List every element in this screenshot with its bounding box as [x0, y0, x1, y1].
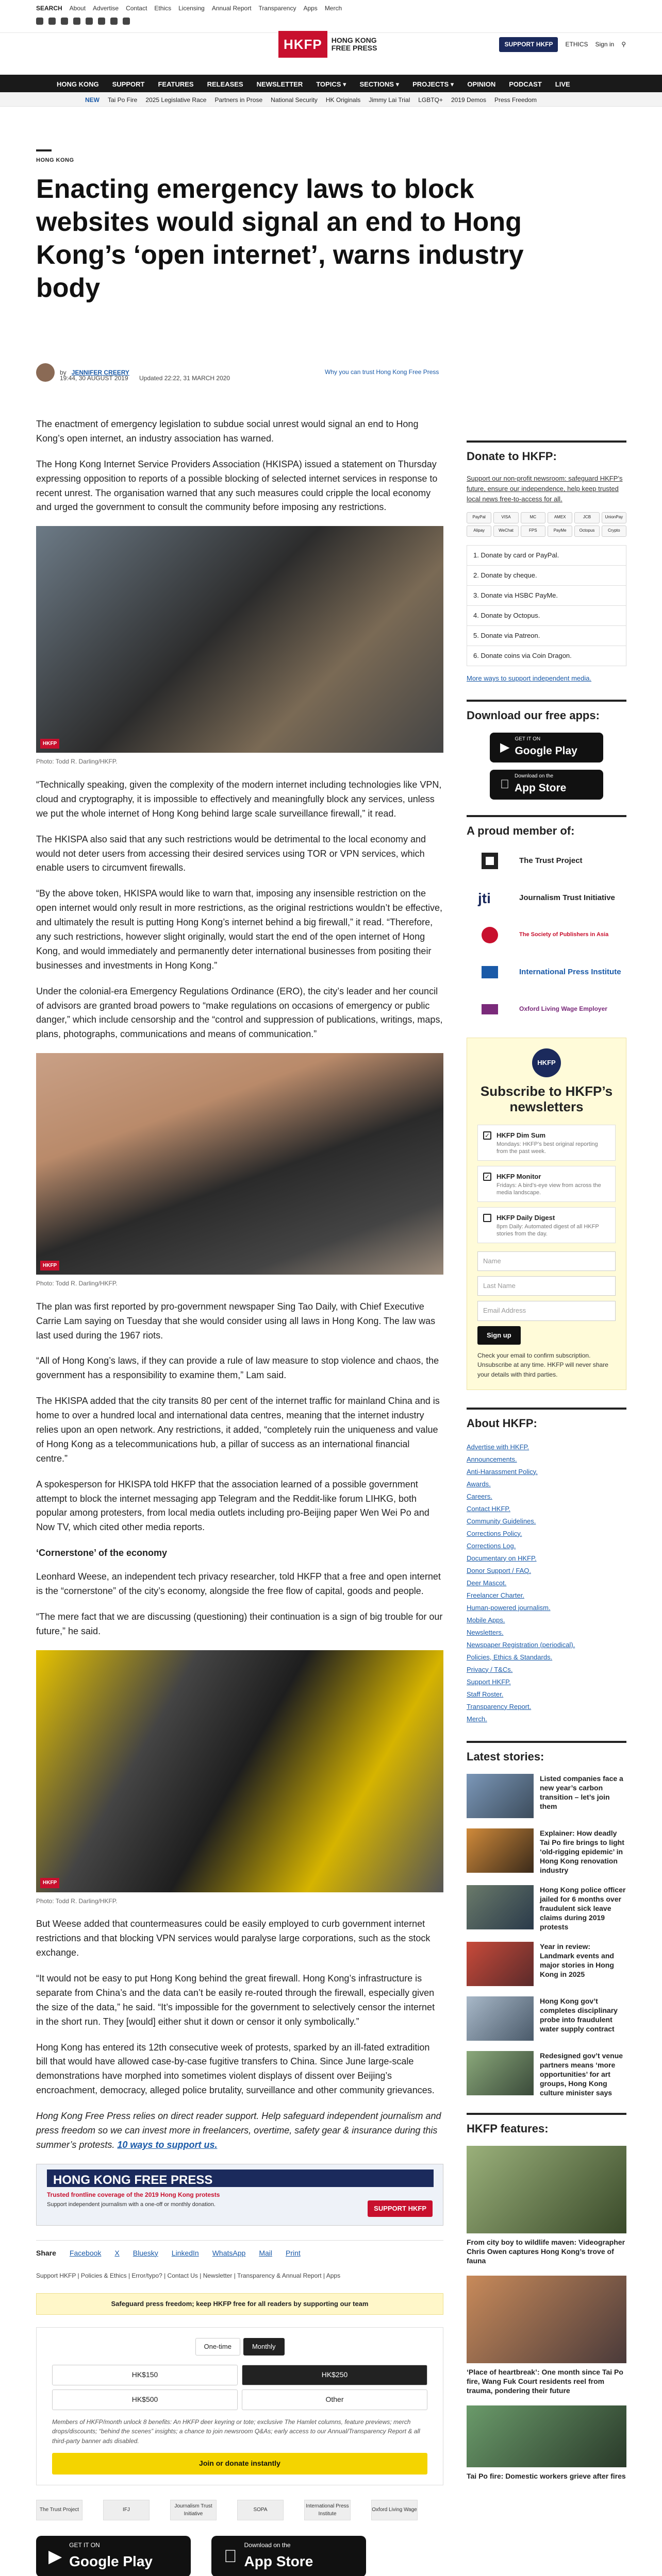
about-item[interactable]: Donor Support / FAQ.	[467, 1566, 532, 1574]
paragraph: “The mere fact that we are discussing (questioning) their continuation is a sign of big trouble for our future,” he said.	[36, 1611, 443, 1636]
about-item[interactable]: Mobile Apps.	[467, 1616, 505, 1624]
sign-up-button[interactable]: Sign up	[477, 1326, 521, 1345]
play-icon: ▶	[48, 2546, 62, 2566]
latest-story[interactable]: Hong Kong police officer jailed for 6 months over fraudulent sick leave claims during 2019 protests	[467, 1885, 626, 1931]
top-link-advertise[interactable]: Advertise	[93, 5, 119, 12]
app-store-row	[36, 2536, 443, 2576]
unionpay-card: UnionPay	[602, 512, 626, 523]
article-body	[36, 417, 443, 2576]
about-item[interactable]: Documentary on HKFP.	[467, 1554, 537, 1562]
nav-live[interactable]: LIVE	[555, 80, 570, 88]
rss-icon[interactable]	[98, 18, 105, 25]
about-item[interactable]: Human-powered journalism.	[467, 1603, 551, 1612]
share-print[interactable]: Print	[285, 2248, 301, 2257]
fps-card: FPS	[521, 526, 545, 537]
apps-heading: Download our free apps:	[467, 700, 626, 724]
facebook-icon[interactable]	[36, 18, 43, 25]
nav-projects[interactable]: PROJECTS ▾	[412, 80, 454, 88]
nav-opinion[interactable]: OPINION	[467, 80, 496, 88]
newsletter-option-dim-sum[interactable]: ✓ HKFP Dim Sum Mondays: HKFP’s best original reporting from the past week.	[477, 1125, 616, 1161]
member-sopa[interactable]: The Society of Publishers in Asia	[467, 922, 626, 948]
updated-date: Updated 22:22, 31 MARCH 2020	[139, 375, 230, 382]
paragraph: Hong Kong has entered its 12th consecutive week of protests, sparked by an ill-fated extradition bill that would have allowed case-by-case fugitive transfers to China. Since June large-scale demonstrations have morphed into sometimes violent displays of dissent over Beijing’s encroachment, democracy, alleged police brutality, surveillance and other community grievances.	[36, 2042, 435, 2096]
top-bar	[0, 0, 662, 33]
jti-logo[interactable]: Journalism Trust Initiative	[170, 2500, 217, 2520]
share-facebook[interactable]: Facebook	[69, 2248, 102, 2257]
photo-caption: Photo: Todd R. Darling/HKFP.	[36, 1897, 118, 1905]
logo-text: HONG KONG FREE PRESS	[331, 36, 377, 53]
share-linkedin[interactable]: LinkedIn	[171, 2248, 199, 2257]
photo-hkfp-tag: HKFP	[40, 1261, 59, 1271]
checkbox-checked[interactable]: ✓	[483, 1173, 491, 1181]
photo-caption: Photo: Todd R. Darling/HKFP.	[36, 1280, 118, 1287]
subnav-item[interactable]: 2019 Demos	[451, 96, 486, 104]
donate-method-card[interactable]: 1. Donate by card or PayPal.	[467, 545, 626, 565]
paragraph: “By the above token, HKISPA would like to warn that, imposing any insensible restriction on the open internet would only result in more restrictions, as the original restrictions wouldn’t be effective, and ultimately the result is putting Hong Kong’s internet behind a big firewall,” it read. “Therefore, any such restrictions, however slight originally, would start the end of the open internet of Hong Kong, and would immediately and permanently deter international businesses from positing their businesses and investments in Hong Kong.”	[36, 888, 443, 971]
site-logo[interactable]	[278, 31, 377, 58]
sidebar-google-play-button[interactable]: ▶ GET IT ON Google Play	[490, 733, 603, 762]
sopa-icon	[467, 922, 513, 948]
donate-text[interactable]: Support our non-profit newsroom: safeguard HKFP’s future, ensure our independence, help keep trusted local news free-to-access for all.	[467, 474, 623, 503]
about-item[interactable]: Merch.	[467, 1715, 487, 1723]
newsletter-option-monitor[interactable]: ✓ HKFP Monitor Fridays: A bird’s-eye view from across the media landscape.	[477, 1166, 616, 1202]
nav-podcast[interactable]: PODCAST	[509, 80, 542, 88]
subnav-item[interactable]: Jimmy Lai Trial	[369, 96, 410, 104]
nav-features[interactable]: FEATURES	[158, 80, 194, 88]
donate-strip[interactable]: Safeguard press freedom; keep HKFP free for all readers by supporting our team	[36, 2293, 443, 2315]
sidebar	[467, 440, 626, 2491]
section-rule	[36, 149, 52, 151]
trust-link[interactable]: Why you can trust Hong Kong Free Press	[325, 368, 439, 376]
author-avatar	[36, 363, 55, 382]
latest-stories	[467, 1741, 626, 2481]
story-thumbnail	[467, 1885, 534, 1929]
donate-method-coin[interactable]: 6. Donate coins via Coin Dragon.	[467, 646, 626, 666]
jti-icon	[467, 885, 513, 911]
sub-nav	[0, 92, 662, 107]
donate-methods	[467, 545, 626, 667]
subheading: ‘Cornerstone’ of the economy	[36, 1548, 168, 1558]
story-thumbnail	[467, 1996, 534, 2041]
about-item[interactable]: Advertise with HKFP.	[467, 1443, 529, 1451]
top-link-merch[interactable]: Merch	[324, 5, 342, 12]
photo-hkfp-tag: HKFP	[40, 739, 59, 749]
social-icons	[36, 18, 130, 25]
section-tag[interactable]: HONG KONG	[36, 157, 74, 163]
amount-250[interactable]: HK$250	[242, 2365, 427, 2385]
top-link-ethics[interactable]: Ethics	[154, 5, 172, 12]
payme-card: PayMe	[548, 526, 572, 537]
subnav-item[interactable]: HK Originals	[325, 96, 361, 104]
feature-image	[467, 2405, 626, 2467]
latest-story[interactable]: Explainer: How deadly Tai Po fire brings to light ‘old-rigging epidemic’ in Hong Kong renovation industry	[467, 1828, 626, 1875]
donate-method-payme[interactable]: 3. Donate via HSBC PayMe.	[467, 585, 626, 605]
protest-photo	[36, 526, 443, 753]
tab-monthly[interactable]: Monthly	[243, 2338, 285, 2355]
amex-card: AMEX	[548, 512, 572, 523]
about-item[interactable]: Anti-Harassment Policy.	[467, 1467, 538, 1476]
email-input[interactable]: Email Address	[477, 1301, 616, 1320]
paypal-card: PayPal	[467, 512, 491, 523]
top-links	[36, 4, 342, 13]
paragraph: The Hong Kong Internet Service Providers Association (HKISPA) issued a statement on Thursday expressing opposition to reports of a possible blocking of selected internet services in response to recent unrest. The organisation warned that any such measures could cripple the local economy and urged the government to consult the community before imposing any restrictions.	[36, 459, 438, 513]
amount-500[interactable]: HK$500	[52, 2389, 238, 2410]
first-name-input[interactable]: Name	[477, 1251, 616, 1271]
share-mail[interactable]: Mail	[259, 2248, 272, 2257]
newsletter-title: Subscribe to HKFP’s newsletters	[480, 1083, 613, 1114]
about-list	[467, 1441, 626, 1725]
partner-logos	[36, 2500, 443, 2520]
apple-icon	[224, 2543, 237, 2570]
share-bar	[36, 2240, 443, 2259]
top-link-transparency[interactable]: Transparency	[258, 5, 296, 12]
publish-date: 19:44, 30 AUGUST 2019	[60, 375, 128, 382]
sopa-logo[interactable]: SOPA	[237, 2500, 284, 2520]
paragraph: “It would not be easy to put Hong Kong behind the great firewall. Hong Kong’s infrastructure is separate from China’s and the data can’t be easily re-routed through the firewall, especially given the size of the data,” he said. “It’s impossible for the government to selectively censor the internet in the short run. They [would] either shut it down or censor it only symbolically.”	[36, 1973, 435, 2027]
author-link[interactable]: JENNIFER CREERY	[71, 368, 129, 376]
about-item[interactable]: Announcements.	[467, 1455, 517, 1463]
mastercard-card: MC	[521, 512, 545, 523]
story-thumbnail	[467, 1774, 534, 1818]
svg-text:jti: jti	[478, 890, 491, 906]
bluesky-icon[interactable]	[123, 18, 130, 25]
ifj-logo[interactable]: IFJ	[103, 2500, 150, 2520]
support-banner[interactable]	[36, 2164, 443, 2226]
top-link-licensing[interactable]: Licensing	[178, 5, 205, 12]
sign-in-link[interactable]: Sign in	[595, 41, 615, 48]
feature-image	[467, 2276, 626, 2363]
story-thumbnail	[467, 1828, 534, 1873]
about-item[interactable]: Community Guidelines.	[467, 1517, 536, 1525]
article-footer-links[interactable]: Support HKFP | Policies & Ethics | Error/typo? | Contact Us | Newsletter | Transparency & Annual Report | Apps	[36, 2272, 341, 2280]
features-heading: HKFP features:	[467, 2113, 626, 2138]
subnav-item[interactable]: Press Freedom	[494, 96, 537, 104]
mastodon-icon[interactable]	[110, 18, 118, 25]
nav-hong-kong[interactable]: HONG KONG	[57, 80, 99, 88]
latest-story[interactable]: Redesigned gov’t venue partners means ‘more opportunities’ for art groups, Hong Kong culture minister says	[467, 2051, 626, 2097]
about-item[interactable]: Newspaper Registration (periodical).	[467, 1640, 575, 1649]
about-item[interactable]: Corrections Log.	[467, 1541, 516, 1550]
feature-story[interactable]: From city boy to wildlife maven: Videographer Chris Owen captures Hong Kong’s trove of fauna	[467, 2146, 626, 2265]
apple-icon	[500, 775, 509, 794]
logo-box: HKFP	[278, 31, 327, 58]
play-icon: ▶	[500, 740, 510, 754]
paragraph: “Technically speaking, given the complexity of the modern internet including technologies like VPN, cloud and cryptography, it is impossible to effectively and meaningfully block any services, unless we put the whole internet of Hong Kong behind large scale surveillance firewall,” it read.	[36, 779, 442, 819]
subnav-item[interactable]: Partners in Prose	[214, 96, 263, 104]
about-item[interactable]: Newsletters.	[467, 1628, 504, 1636]
search-link[interactable]: SEARCH	[36, 5, 62, 12]
ethics-link[interactable]: ETHICS	[565, 41, 588, 48]
paragraph: The enactment of emergency legislation to subdue social unrest would signal an end to Hong Kong’s open internet, an industry association has warned.	[36, 419, 419, 444]
article-headline: Enacting emergency laws to block websites would signal an end to Hong Kong’s ‘open internet’, warns industry body	[36, 174, 524, 303]
amount-150[interactable]: HK$150	[52, 2365, 238, 2385]
donate-method-cheque[interactable]: 2. Donate by cheque.	[467, 565, 626, 585]
paragraph: But Weese added that countermeasures could be easily employed to curb government internet restrictions and that blocking VPN services would paralyse large corporations, such as the stock exchange.	[36, 1919, 431, 1958]
nav-support[interactable]: SUPPORT	[112, 80, 145, 88]
banner-cta-button[interactable]: SUPPORT HKFP	[368, 2200, 433, 2217]
nav-releases[interactable]: RELEASES	[207, 80, 243, 88]
feature-story[interactable]: ‘Place of heartbreak’: One month since Tai Po fire, Wang Fuk Court residents reel from trauma, pondering their future	[467, 2276, 626, 2395]
trust-project-icon	[467, 848, 513, 874]
about-item[interactable]: Contact HKFP.	[467, 1504, 511, 1513]
donate-note: Members of HKFP/month unlock 8 benefits: An HKFP deer keyring or tote; exclusive The Hamlet columns, feature previews; merch drops/discounts; “behind the scenes” insights; a chance to join newsroom Q&As; early access to our Annual/Transparency Report & all third-party banner ads disabled.	[52, 2418, 420, 2445]
photo-caption: Photo: Todd R. Darling/HKFP.	[36, 758, 118, 766]
support-hkfp-button[interactable]: SUPPORT HKFP	[499, 37, 558, 52]
visa-card: VISA	[493, 512, 518, 523]
laptop-photo	[36, 1053, 443, 1275]
story-thumbnail	[467, 2051, 534, 2095]
paragraph: The plan was first reported by pro-government newspaper Sing Tao Daily, with Chief Executive Carrie Lam saying on Tuesday that she would consider using all laws in Hong Kong. The law was last used during the 1967 riots.	[36, 1301, 436, 1341]
paragraph: The HKISPA also said that any such restrictions would be detrimental to the local economy and would not deter users from accessing their desired services using TOR or VPN services, which enable users to circumvent firewalls.	[36, 834, 426, 873]
google-play-button[interactable]: ▶ GET IT ON Google Play	[36, 2536, 191, 2576]
trust-project-logo[interactable]: The Trust Project	[36, 2500, 82, 2520]
subnav-item[interactable]: National Security	[271, 96, 318, 104]
living-wage-icon	[467, 996, 513, 1022]
new-badge: NEW	[85, 96, 100, 104]
octopus-card: Octopus	[574, 526, 599, 537]
alipay-card: Alipay	[467, 526, 491, 537]
support-note: Hong Kong Free Press relies on direct reader support. Help safeguard independent journalism and press freedom so we can invest more in freelancers, overtime, safety gear & insurance during this summer’s protests. 10 ways to support us.	[36, 2111, 441, 2150]
join-donate-button[interactable]: Join or donate instantly	[52, 2453, 427, 2475]
subnav-item[interactable]: 2025 Legislative Race	[145, 96, 207, 104]
share-x[interactable]: X	[114, 2248, 120, 2257]
main-nav	[0, 75, 662, 92]
support-link[interactable]: 10 ways to support us.	[117, 2139, 218, 2150]
member-heading: A proud member of:	[467, 815, 626, 840]
donate-heading: Donate to HKFP:	[467, 440, 626, 465]
top-link-apps[interactable]: Apps	[303, 5, 318, 12]
paragraph: “All of Hong Kong’s laws, if they can provide a rule of law measure to stop violence and chaos, the government has a responsibility to examine them,” Lam said.	[36, 1355, 439, 1381]
payment-cards	[467, 512, 626, 537]
app-store-button[interactable]: Download on the App Store	[211, 2536, 366, 2576]
paragraph: Leonhard Weese, an independent tech privacy researcher, told HKFP that a free and open internet is the “cornerstone” of the city’s economy, alongside the free flow of capital, goods and people.	[36, 1571, 441, 1597]
search-icon[interactable]: ⚲	[621, 41, 626, 48]
about-heading: About HKFP:	[467, 1408, 626, 1432]
nav-sections[interactable]: SECTIONS ▾	[359, 80, 400, 88]
byline-prefix: by	[60, 368, 67, 376]
subnav-item[interactable]: LGBTQ+	[418, 96, 443, 104]
top-link-annual-report[interactable]: Annual Report	[211, 5, 252, 12]
donate-method-octopus[interactable]: 4. Donate by Octopus.	[467, 605, 626, 625]
latest-story[interactable]: Year in review: Landmark events and major stories in Hong Kong in 2025	[467, 1942, 626, 1986]
about-item[interactable]: Careers.	[467, 1492, 492, 1500]
about-item[interactable]: Transparency Report.	[467, 1702, 532, 1710]
ipi-icon	[467, 959, 513, 985]
living-wage-logo[interactable]: Oxford Living Wage	[371, 2500, 418, 2520]
checkbox-checked[interactable]: ✓	[483, 1131, 491, 1140]
share-bluesky[interactable]: Bluesky	[133, 2248, 158, 2257]
about-item[interactable]: Policies, Ethics & Standards.	[467, 1653, 553, 1661]
banner-subtitle: Trusted frontline coverage of the 2019 Hong Kong protests	[47, 2191, 220, 2198]
top-right	[499, 37, 626, 52]
about-item[interactable]: Freelancer Charter.	[467, 1591, 524, 1599]
jcb-card: JCB	[574, 512, 599, 523]
crypto-card: Crypto	[602, 526, 626, 537]
top-link-contact[interactable]: Contact	[126, 5, 147, 12]
feature-image	[467, 2146, 626, 2233]
tab-one-time[interactable]: One-time	[195, 2338, 240, 2355]
donate-widget	[36, 2327, 443, 2485]
newsletter-signup	[467, 1038, 626, 1391]
latest-story[interactable]: Hong Kong gov’t completes disciplinary probe into fraudulent water supply contract	[467, 1996, 626, 2041]
umbrella-photo	[36, 1650, 443, 1892]
banner-text: Support independent journalism with a one-off or monthly donation.	[47, 2201, 216, 2208]
ipi-logo[interactable]: International Press Institute	[304, 2500, 351, 2520]
nav-topics[interactable]: TOPICS ▾	[316, 80, 346, 88]
latest-story[interactable]: Listed companies face a new year’s carbon transition – let’s join them	[467, 1774, 626, 1818]
about-item[interactable]: Support HKFP.	[467, 1677, 511, 1686]
x-icon[interactable]	[48, 18, 56, 25]
amount-other[interactable]: Other	[242, 2389, 427, 2410]
share-whatsapp[interactable]: WhatsApp	[212, 2248, 246, 2257]
paragraph: Under the colonial-era Emergency Regulations Ordinance (ERO), the city’s leader and her council of advisors are granted broad powers to “make regulations on occasions of emergency or public danger,” which include censorship and the “control and suppression of publications, writings, maps, plans, photographs, communications and means of communication.”	[36, 986, 443, 1040]
more-ways-link[interactable]: More ways to support independent media.	[467, 674, 592, 683]
instagram-icon[interactable]	[61, 18, 68, 25]
story-thumbnail	[467, 1942, 534, 1986]
share-label: Share	[36, 2248, 56, 2257]
subnav-item[interactable]: Tai Po Fire	[108, 96, 138, 104]
about-item[interactable]: Awards.	[467, 1480, 491, 1488]
member-jti[interactable]: jti Journalism Trust Initiative	[467, 885, 626, 911]
donate-method-patreon[interactable]: 5. Donate via Patreon.	[467, 625, 626, 646]
about-item[interactable]: Privacy / T&Cs.	[467, 1665, 513, 1673]
newsletter-logo: HKFP	[532, 1048, 561, 1077]
member-trust-project[interactable]: The Trust Project	[467, 848, 626, 874]
youtube-icon[interactable]	[73, 18, 80, 25]
about-item[interactable]: Deer Mascot.	[467, 1579, 507, 1587]
sidebar-app-store-button[interactable]: Download on the App Store	[490, 770, 603, 800]
latest-heading: Latest stories:	[467, 1741, 626, 1766]
nav-newsletter[interactable]: NEWSLETTER	[256, 80, 303, 88]
byline	[36, 363, 439, 382]
last-name-input[interactable]: Last Name	[477, 1276, 616, 1296]
member-ipi[interactable]: International Press Institute	[467, 959, 626, 985]
about-item[interactable]: Corrections Policy.	[467, 1529, 522, 1537]
about-item[interactable]: Staff Roster.	[467, 1690, 504, 1698]
newsletter-option-daily-digest[interactable]: HKFP Daily Digest 8pm Daily: Automated digest of all HKFP stories from the day.	[477, 1207, 616, 1243]
wechat-card: WeChat	[493, 526, 518, 537]
member-living-wage[interactable]: Oxford Living Wage Employer	[467, 996, 626, 1022]
checkbox-unchecked[interactable]	[483, 1214, 491, 1222]
feature-story[interactable]: Tai Po fire: Domestic workers grieve after fires	[467, 2405, 626, 2481]
banner-title: HONG KONG FREE PRESS	[47, 2170, 434, 2187]
newsletter-note: Check your email to confirm subscription. Unsubscribe at any time. HKFP will never share your details with third parties.	[477, 1351, 608, 1378]
top-link-about[interactable]: About	[69, 5, 86, 12]
photo-hkfp-tag: HKFP	[40, 1878, 59, 1888]
paragraph: The HKISPA added that the city transits 80 per cent of the internet traffic for mainland China and is home to over a hundred local and international data centres, meaning that the internet industry relies upon an open network. Any restrictions, it added, “completely ruin the uniqueness and value of Hong Kong as a telecommunications hub, a pillar of success as an international financial centre.”	[36, 1396, 440, 1464]
paragraph: A spokesperson for HKISPA told HKFP that the association learned of a possible government attempt to block the internet messaging app Telegram and the Reddit-like forum LIHKG, both popular among protesters, from local media outlets including pro-Beijing paper Wen Wei Po and Now TV, which cited other media reports.	[36, 1479, 429, 1533]
linkedin-icon[interactable]	[86, 18, 93, 25]
